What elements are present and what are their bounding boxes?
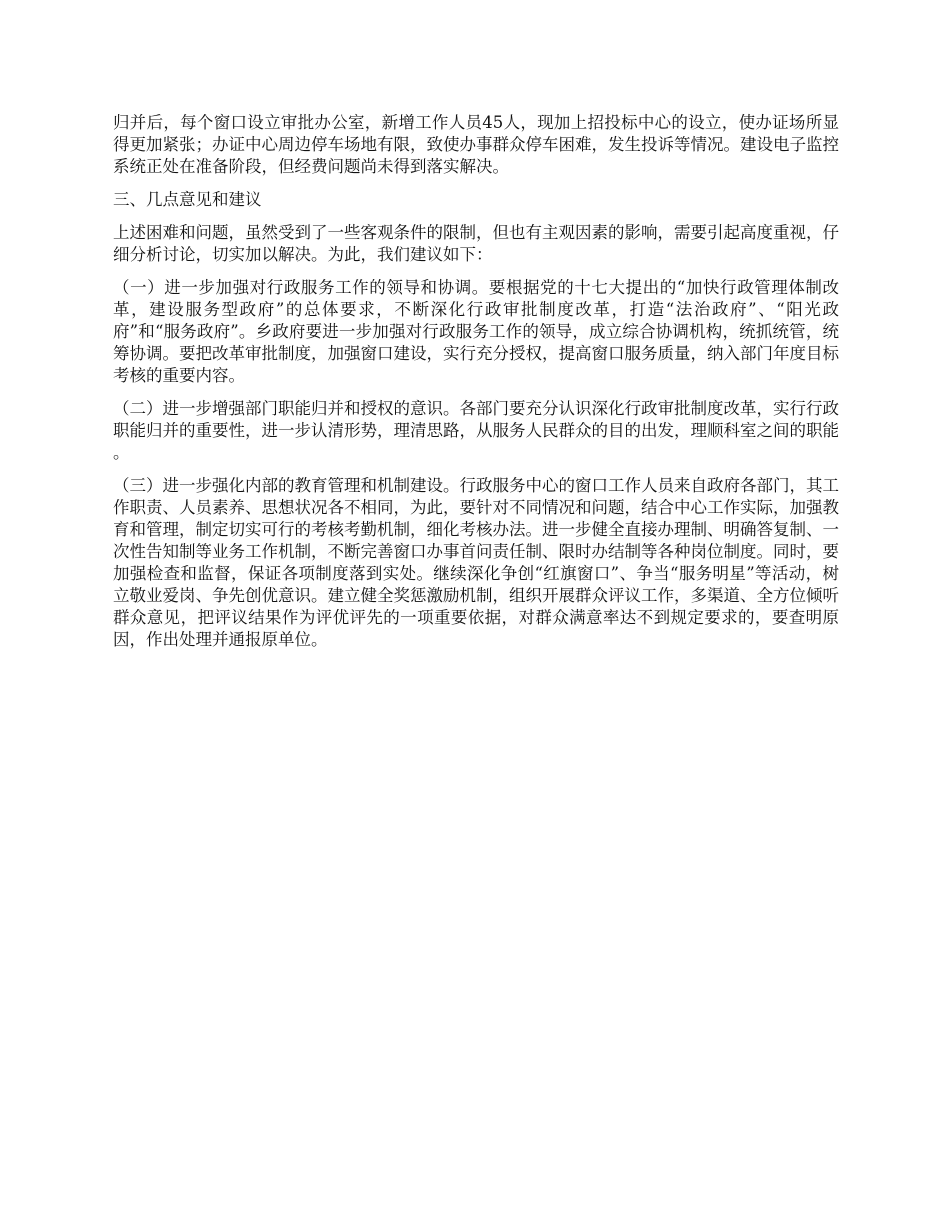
paragraph-intro: 上述困难和问题，虽然受到了一些客观条件的限制，但也有主观因素的影响，需要引起高度重视，仔细分析讨论，切实加以解决。为此，我们建议如下： [113, 223, 839, 264]
section-heading-suggestions: 三、几点意见和建议 [113, 190, 262, 209]
paragraph-item-1: （一）进一步加强对行政服务工作的领导和协调。要根据党的十七大提出的“加快行政管理体制改革，建设服务型政府”的总体要求，不断深化行政审批制度改革，打造“法治政府”、“阳光政府”和“服务政府”。乡政府要进一步加强对行政服务工作的领导，成立综合协调机构，统抓统管，统筹协调。要把改革审批制度，加强窗口建设，实行充分授权，提高窗口服务质量，纳入部门年度目标考核的重要内容。 [113, 278, 839, 385]
paragraph-window-merger: 归并后，每个窗口设立审批办公室，新增工作人员45人，现加上招投标中心的设立，使办证场所显得更加紧张；办证中心周边停车场地有限，致使办事群众停车困难，发生投诉等情况。建设电子监控系统正处在准备阶段，但经费问题尚未得到落实解决。 [113, 113, 839, 176]
paragraph-item-2: （二）进一步增强部门职能归并和授权的意识。各部门要充分认识深化行政审批制度改革，实行行政职能归并的重要性，进一步认清形势，理清思路，从服务人民群众的目的出发，理顺科室之间的职能 。 [113, 399, 839, 462]
document-page [113, 112, 839, 662]
paragraph-item-3: （三）进一步强化内部的教育管理和机制建设。行政服务中心的窗口工作人员来自政府各部门，其工作职责、人员素养、思想状况各不相同，为此，要针对不同情况和问题，结合中心工作实际，加强教育和管理，制定切实可行的考核考勤机制，细化考核办法。进一步健全直接办理制、明确答复制、一次性告知制等业务工作机制，不断完善窗口办事首问责任制、限时办结制等各种岗位制度。同时，要加强检查和监督，保证各项制度落到实处。继续深化争创“红旗窗口”、争当“服务明星”等活动，树立敬业爱岗、争先创优意识。建立健全奖惩激励机制，组织开展群众评议工作，多渠道、全方位倾听群众意见，把评议结果作为评优评先的一项重要依据，对群众满意率达不到规定要求的，要查明原因，作出处理并通报原单位。 [113, 476, 839, 649]
